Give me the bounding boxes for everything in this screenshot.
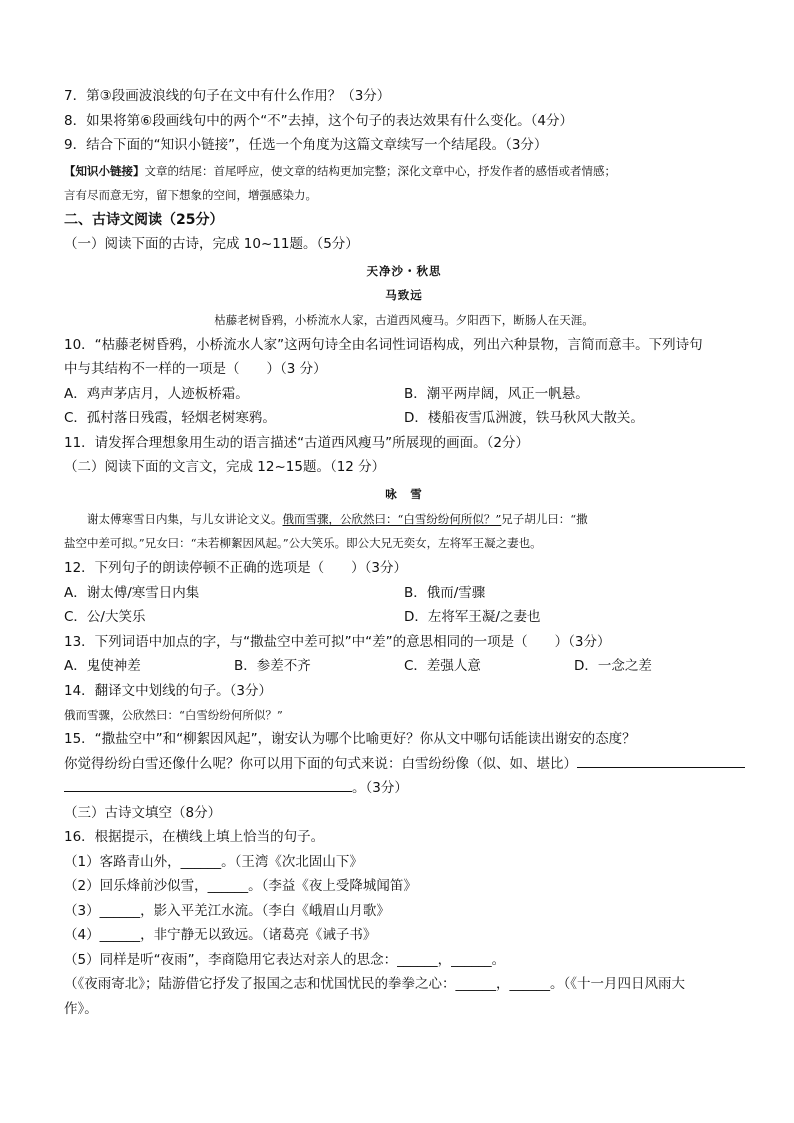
q16-item-4: （4）______，非宁静无以致远。（诸葛亮《诫子书》 bbox=[64, 927, 377, 943]
prose-paragraph-line-1 bbox=[64, 506, 744, 532]
question-15-line-2 bbox=[64, 752, 744, 777]
q13-option-b: B．参差不齐 bbox=[234, 658, 311, 674]
question-14: 14．翻译文中划线的句子。（3分） bbox=[64, 682, 273, 699]
q16-item-1: （1）客路青山外，______。（王湾《次北固山下》 bbox=[64, 853, 363, 870]
prose-underlined-sentence: 俄而雪骤，公欣然曰：“白雪纷纷何所似？” bbox=[282, 512, 502, 526]
q13-option-d: D．一念之差 bbox=[574, 658, 652, 674]
q12-option-b: B．俄而/雪骤 bbox=[404, 584, 486, 601]
q16-tail-1: （《夜雨寄北》；陆游借它抒发了报国之志和忧国忧民的拳拳之心：______，______。（《十一月四日风雨大 bbox=[64, 976, 685, 992]
knowledge-text-2: 言有尽而意无穷，留下想象的空间，增强感染力。 bbox=[64, 187, 317, 202]
prose-text-b: 兄子胡儿曰：“撒 bbox=[501, 512, 588, 526]
prose-paragraph-line-2: 盐空中差可拟。”兄女曰：“未若柳絮因风起。”公大笑乐。即公大兄无奕女，左将军王凝之妻也。 bbox=[64, 536, 542, 550]
q13-option-a: A．鬼使神差 bbox=[64, 658, 141, 674]
exam-page bbox=[64, 84, 744, 1021]
q12-option-d: D．左将军王凝/之妻也 bbox=[404, 609, 541, 625]
section-2-title: 二、古诗文阅读（25分） bbox=[64, 211, 224, 228]
question-15-line-1: 15．“撒盐空中”和“柳絮因风起”，谢安认为哪个比喻更好？你从文中哪句话能读出谢安的态度？ bbox=[64, 731, 636, 747]
question-12-options-row-2 bbox=[64, 605, 744, 630]
q10-option-a: A．鸡声茅店月，人迹板桥霜。 bbox=[64, 385, 249, 402]
question-16: 16．根据提示，在横线上填上恰当的句子。 bbox=[64, 829, 325, 845]
q16-tail-2: 作》。 bbox=[64, 1000, 98, 1017]
question-14-sentence: 俄而雪骤，公欣然曰：“白雪纷纷何所似？” bbox=[64, 708, 283, 722]
answer-blank-2[interactable] bbox=[64, 777, 352, 792]
subsection-2-title: （二）阅读下面的文言文，完成 12~15题。（12 分） bbox=[64, 459, 386, 475]
prose-title: 咏 雪 bbox=[385, 486, 423, 501]
poem-title: 天净沙・秋思 bbox=[366, 263, 442, 278]
question-7: 7．第③段画波浪线的句子在文中有什么作用？（3分） bbox=[64, 88, 391, 104]
question-13-options bbox=[64, 654, 744, 679]
question-8: 8．如果将第⑥段画线句中的两个“不”去掉，这个句子的表达效果有什么变化。（4分） bbox=[64, 112, 574, 129]
q12-option-a: A．谢太傅/寒雪日内集 bbox=[64, 584, 200, 601]
knowledge-text-1: 文章的结尾：首尾呼应，使文章的结构更加完整；深化文章中心，抒发作者的感悟或者情感； bbox=[144, 163, 616, 178]
poem-author: 马致远 bbox=[385, 288, 423, 302]
question-10-options-row-2 bbox=[64, 406, 744, 431]
q16-item-3: （3）______，影入平羌江水流。（李白《峨眉山月歌》 bbox=[64, 902, 390, 919]
subsection-1-title: （一）阅读下面的古诗，完成 10~11题。（5分） bbox=[64, 236, 359, 252]
q12-option-c: C．公/大笑乐 bbox=[64, 609, 146, 625]
q10-option-b: B．潮平两岸阔，风正一帆悬。 bbox=[404, 385, 589, 402]
poem-text: 枯藤老树昏鸦，小桥流水人家，古道西风瘦马。夕阳西下，断肠人在天涯。 bbox=[214, 312, 594, 327]
question-15-line-3 bbox=[64, 776, 744, 801]
prose-text-a: 谢太傅寒雪日内集，与儿女讲论文义。 bbox=[87, 512, 283, 526]
q10-option-c: C．孤村落日残霞，轻烟老树寒鸦。 bbox=[64, 410, 276, 426]
answer-blank-1[interactable] bbox=[577, 753, 745, 768]
knowledge-label: 【知识小链接】 bbox=[64, 163, 145, 178]
question-15-score: 。（3分） bbox=[352, 780, 408, 796]
question-9: 9．结合下面的“知识小链接”，任选一个角度为这篇文章续写一个结尾段。（3分） bbox=[64, 137, 548, 153]
q16-item-5: （5）同样是听“夜雨”，李商隐用它表达对亲人的思念：______，______。 bbox=[64, 951, 506, 968]
question-13: 13．下列词语中加点的字，与“撒盐空中差可拟”中“差”的意思相同的一项是（ ）（3分） bbox=[64, 633, 611, 650]
question-10-line-1: 10．“枯藤老树昏鸦，小桥流水人家”这两句诗全由名词性词语构成，列出六种景物，言简而意丰。下列诗句 bbox=[64, 336, 703, 353]
question-12-options-row-1 bbox=[64, 581, 744, 606]
question-11: 11．请发挥合理想象用生动的语言描述“古道西风瘦马”所展现的画面。（2分） bbox=[64, 434, 530, 451]
q10-option-d: D．楼船夜雪瓜洲渡，铁马秋风大散关。 bbox=[404, 410, 644, 426]
question-12: 12．下列句子的朗读停顿不正确的选项是（ ）（3分） bbox=[64, 560, 408, 576]
q13-option-c: C．差强人意 bbox=[404, 658, 481, 674]
knowledge-link bbox=[64, 158, 744, 184]
question-10-line-2: 中与其结构不一样的一项是（ ）（3 分） bbox=[64, 361, 327, 377]
subsection-3-title: （三）古诗文填空（8分） bbox=[64, 804, 222, 821]
question-15-prompt: 你觉得纷纷白雪还像什么呢？你可以用下面的句式来说：白雪纷纷像（似、如、堪比） bbox=[64, 755, 577, 772]
q16-item-2: （2）回乐烽前沙似雪，______。（李益《夜上受降城闻笛》 bbox=[64, 878, 417, 894]
question-10-options-row-1 bbox=[64, 382, 744, 407]
